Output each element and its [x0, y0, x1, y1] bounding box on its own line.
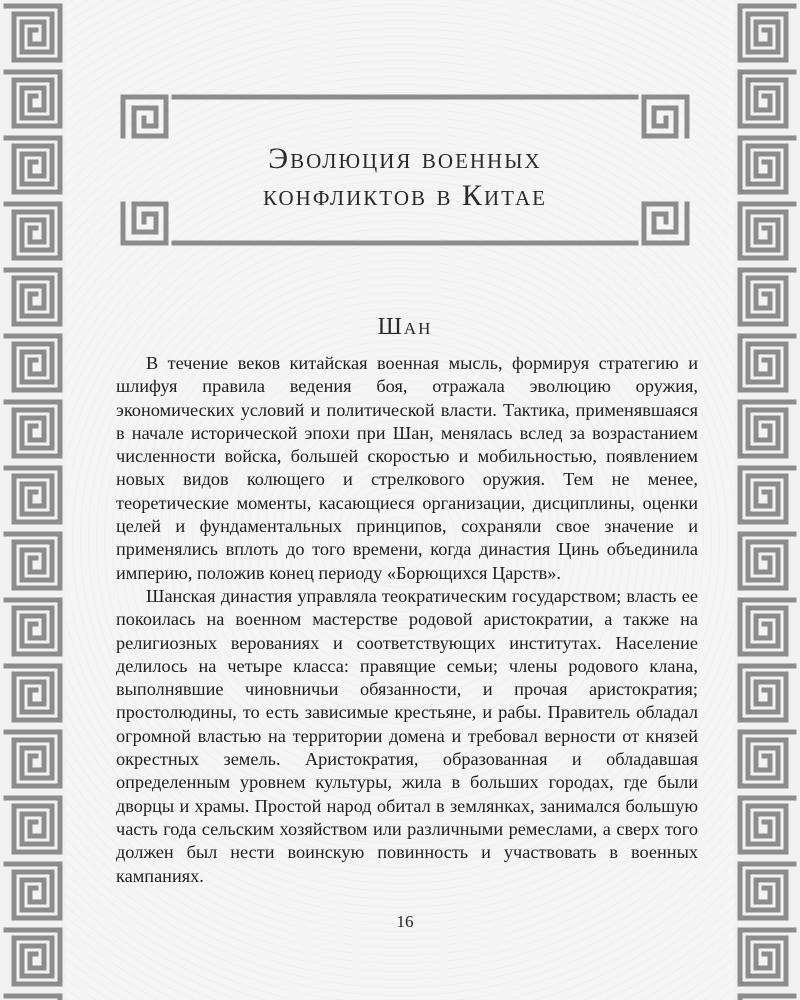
right-meander-border	[734, 0, 800, 1000]
section-title: Шан	[377, 314, 433, 340]
chapter-title-line-2: конфликтов в Китае	[263, 179, 547, 212]
paragraph-2: Шанская династия управляла теократическим государством; власть ее покоилась на военном мастерстве родовой аристократии, а также на религиозных верованиях и соответствующих институтах. Население делилось на четыре класса: правящие семьи; члены родового клана, выполнявшие чиновничьи обязанности, и прочая аристократия; простолюдины, то есть зависимые крестьяне, и рабы. Правитель обладал огромной властью на территории домена и требовал верности от князей окрестных земель. Аристократия, образованная и обладавшая определенным уровнем культуры, жила в больших городах, где были дворцы и храмы. Простой народ обитал в землянках, занимался большую часть года сельским хозяйством или различными ремеслами, а сверх того должен был нести воинскую повинность и участвовать в военных кампаниях.	[116, 585, 698, 886]
page-number: 16	[396, 912, 414, 931]
chapter-title	[118, 140, 692, 214]
chapter-title-line-1: Эволюция военных	[268, 142, 542, 175]
body-text	[116, 352, 698, 888]
left-meander-border	[0, 0, 66, 1000]
paragraph-1: В течение веков китайская военная мысль, формируя стратегию и шлифуя правила ведения боя, отражала эволюцию оружия, экономических условий и политической власти. Тактика, применявшаяся в начале исторической эпохи при Шан, менялась вслед за возрастанием численности войска, большей скоростью и мобильностью, появлением новых видов колющего и стрелкового оружия. Тем не менее, теоретические моменты, касающиеся организации, дисциплины, оценки целей и фундаментальных принципов, сохраняли свое значение и применялись вплоть до того времени, когда династия Цинь объединила империю, положив конец периоду «Борющихся Царств».	[116, 353, 698, 583]
